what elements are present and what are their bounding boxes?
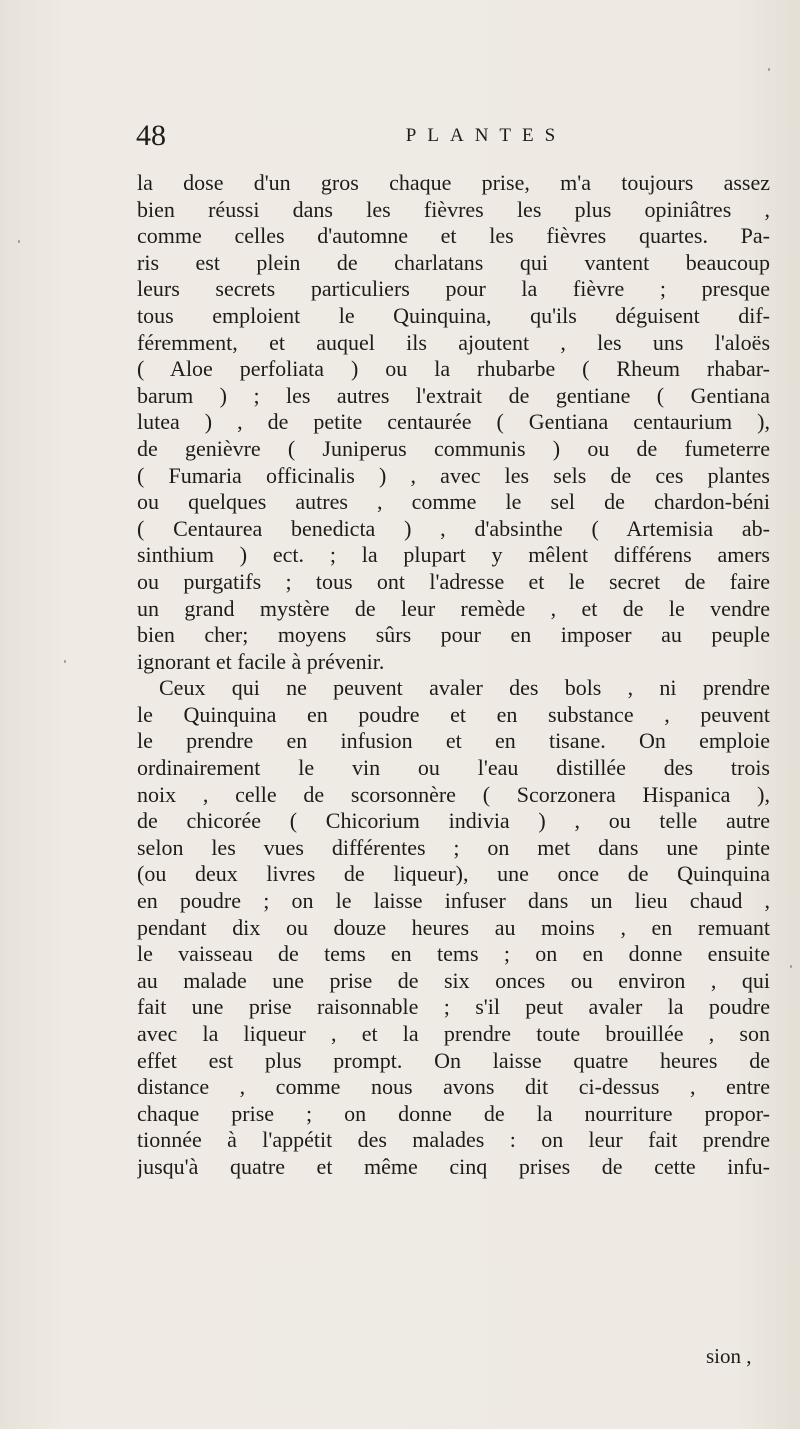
text-line: bien réussi dans les fièvres les plus opiniâtres , (137, 196, 770, 222)
text-line: ordinairement le vin ou l'eau distillée des trois (137, 755, 770, 781)
running-title: PLANTES (405, 125, 567, 146)
paper-speck (18, 240, 20, 243)
paper-speck (64, 660, 66, 663)
body-text (137, 170, 770, 1181)
text-line: de genièvre ( Juniperus communis ) ou de fumeterre (137, 435, 770, 461)
text-line: féremment, et auquel ils ajoutent , les uns l'aloës (137, 329, 770, 355)
text-line: ou purgatifs ; tous ont l'adresse et le secret de faire (137, 568, 770, 594)
text-line: au malade une prise de six onces ou environ , qui (137, 967, 770, 993)
text-line: ( Centaurea benedicta ) , d'absinthe ( Artemisia ab- (137, 515, 770, 541)
text-line: ris est plein de charlatans qui vantent beaucoup (137, 249, 770, 275)
catchword: sion , (706, 1344, 752, 1368)
text-line: noix , celle de scorsonnère ( Scorzonera Hispanica ), (137, 781, 770, 807)
text-line: sinthium ) ect. ; la plupart y mêlent différens amers (137, 542, 770, 568)
text-line: ( Fumaria officinalis ) , avec les sels de ces plantes (137, 462, 770, 488)
text-line: (ou deux livres de liqueur), une once de Quinquina (137, 861, 770, 887)
text-line: pendant dix ou douze heures au moins , en remuant (137, 914, 770, 940)
paper-speck (768, 68, 770, 71)
running-head (136, 118, 770, 154)
page-number: 48 (136, 119, 166, 152)
text-line: effet est plus prompt. On laisse quatre heures de (137, 1047, 770, 1073)
text-line: tous emploient le Quinquina, qu'ils déguisent dif- (137, 302, 770, 328)
paper-speck (790, 965, 792, 968)
text-line: chaque prise ; on donne de la nourriture propor- (137, 1100, 770, 1126)
text-line: la dose d'un gros chaque prise, m'a toujours assez (137, 170, 770, 195)
text-line: de chicorée ( Chicorium indivia ) , ou telle autre (137, 808, 770, 834)
text-line: le prendre en infusion et en tisane. On emploie (137, 728, 770, 754)
text-line: jusqu'à quatre et même cinq prises de cette infu- (137, 1153, 770, 1179)
text-line: lutea ) , de petite centaurée ( Gentiana centaurium ), (137, 409, 770, 435)
text-line: selon les vues différentes ; on met dans une pinte (137, 834, 770, 860)
text-line: avec la liqueur , et la prendre toute brouillée , son (137, 1021, 770, 1046)
text-line: barum ) ; les autres l'extrait de gentiane ( Gentiana (137, 382, 770, 408)
text-line: ( Aloe perfoliata ) ou la rhubarbe ( Rheum rhabar- (137, 356, 770, 382)
text-line: Ceux qui ne peuvent avaler des bols , ni prendre (159, 675, 770, 701)
text-line: le Quinquina en poudre et en substance , peuvent (137, 701, 770, 727)
text-line: en poudre ; on le laisse infuser dans un lieu chaud , (137, 888, 770, 914)
text-line: ou quelques autres , comme le sel de chardon-béni (137, 489, 770, 515)
text-line: bien cher; moyens sûrs pour en imposer au peuple (137, 622, 770, 648)
text-line: le vaisseau de tems en tems ; on en donne ensuite (137, 941, 770, 967)
text-line: ignorant et facile à prévenir. (137, 648, 385, 674)
text-line: tionnée à l'appétit des malades : on leur fait prendre (137, 1127, 770, 1153)
text-line: comme celles d'automne et les fièvres quartes. Pa- (137, 223, 770, 249)
text-line: un grand mystère de leur remède , et de le vendre (137, 595, 770, 621)
text-line: leurs secrets particuliers pour la fièvre ; presque (137, 276, 770, 302)
text-line: fait une prise raisonnable ; s'il peut avaler la poudre (137, 994, 770, 1020)
text-line: distance , comme nous avons dit ci-dessus , entre (137, 1074, 770, 1100)
